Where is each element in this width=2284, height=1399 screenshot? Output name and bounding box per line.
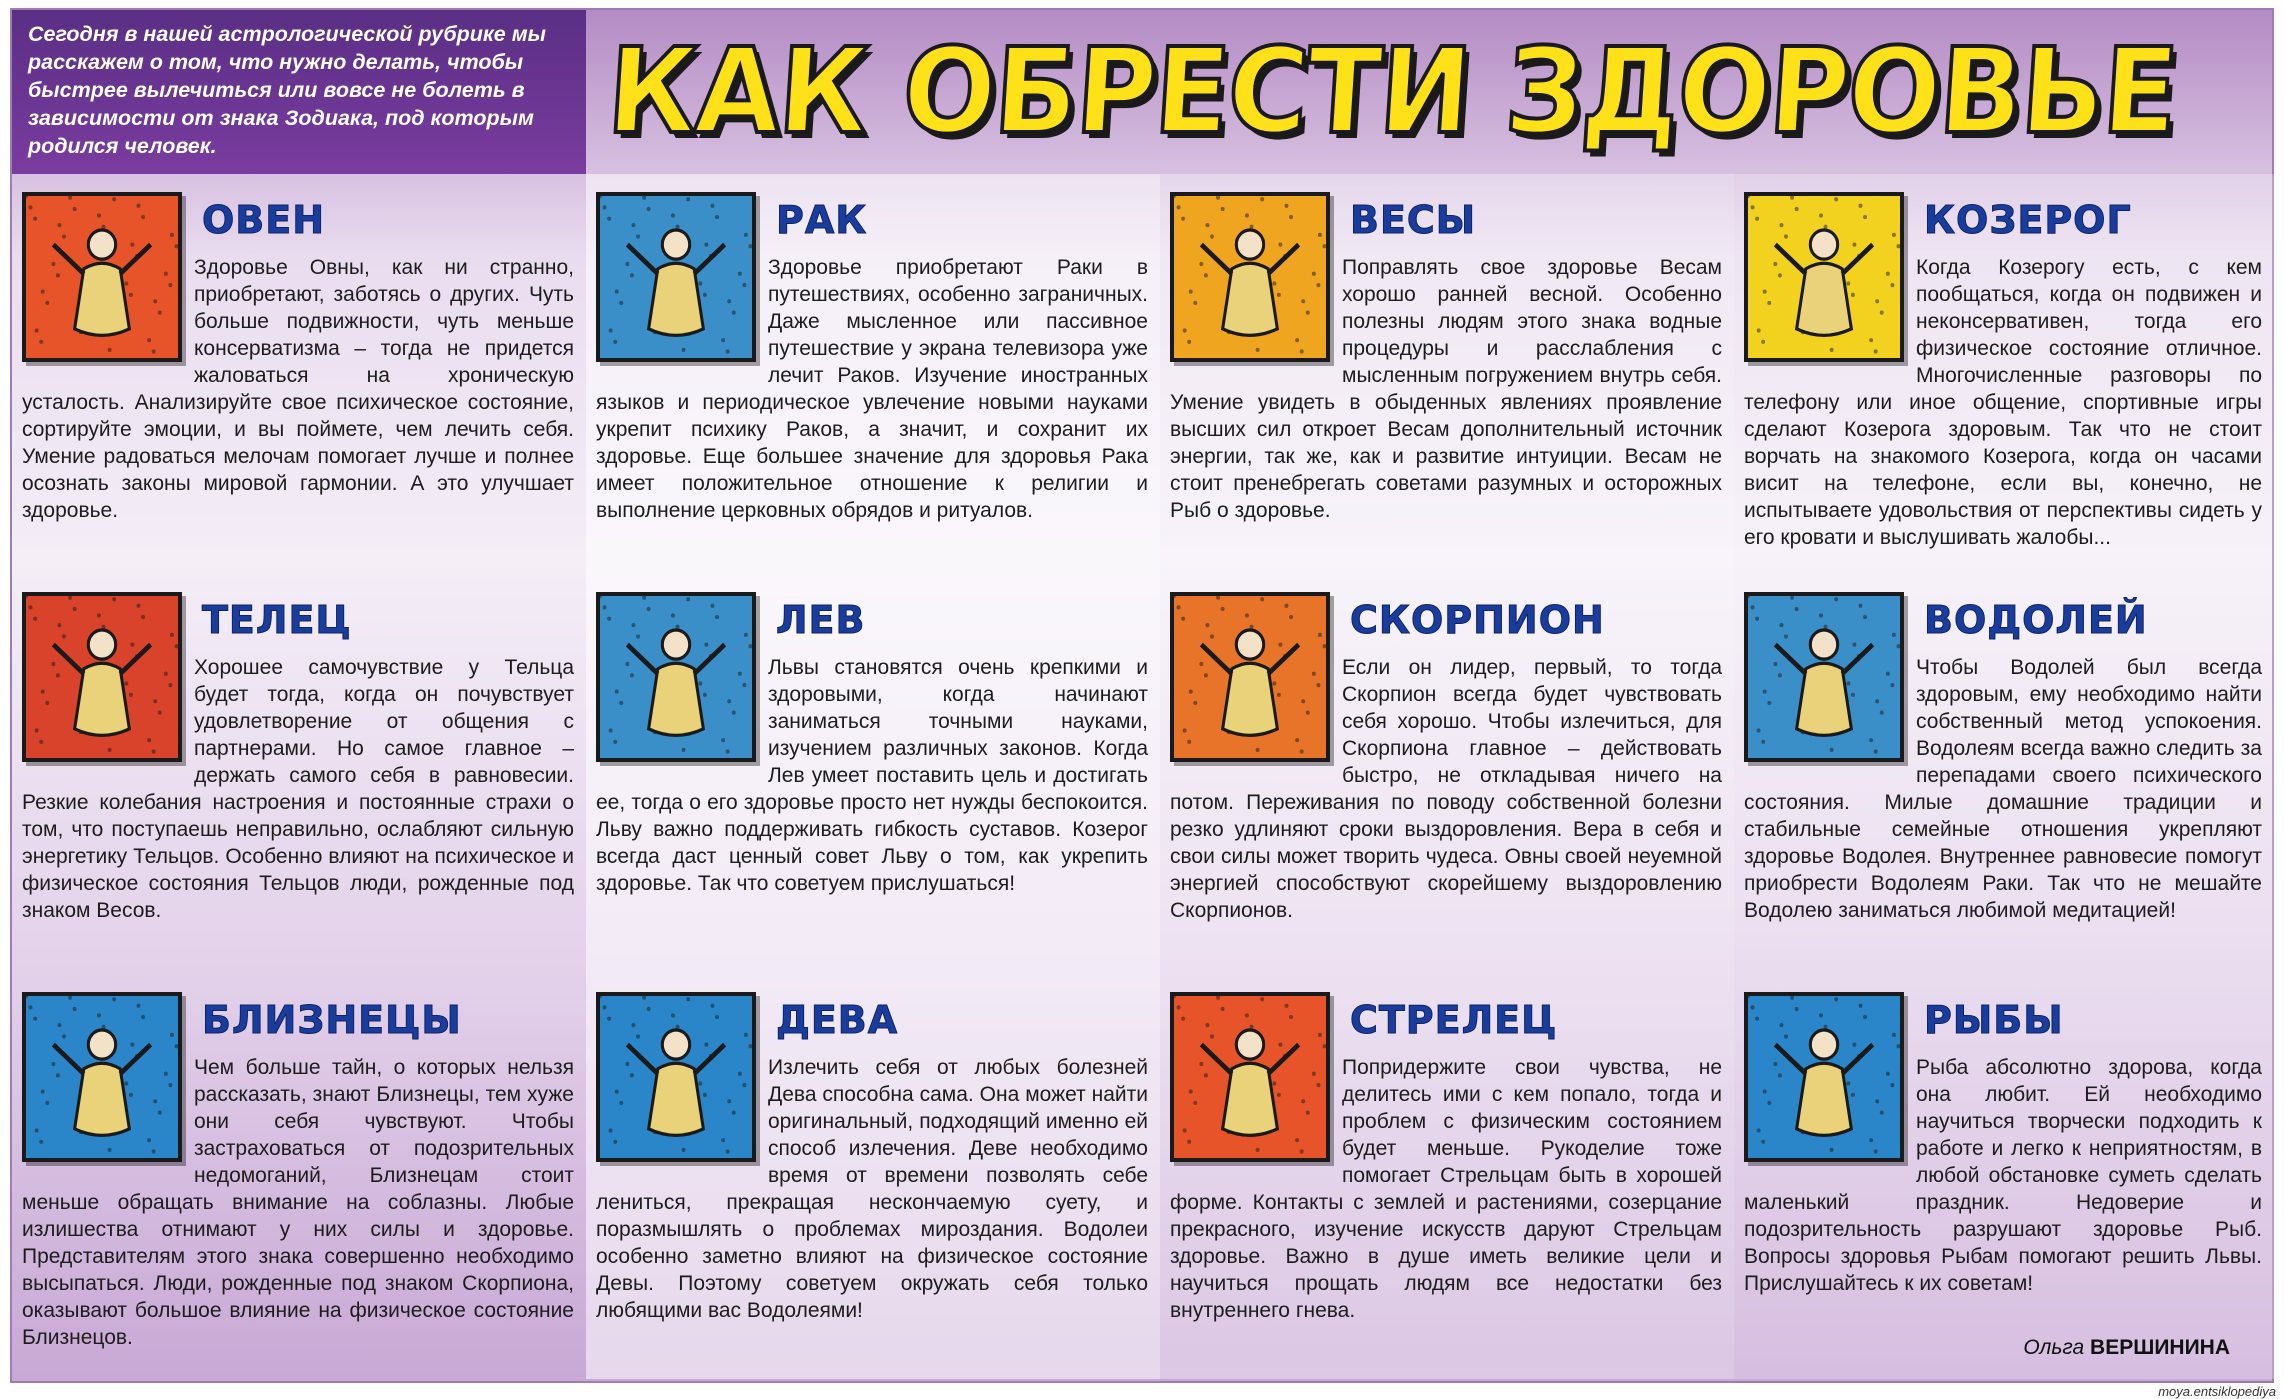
column-4 xyxy=(1734,174,2274,1379)
sign-block-virgo xyxy=(586,974,1160,1374)
sign-title: ДЕВА xyxy=(776,998,899,1042)
intro-text: Сегодня в нашей астрологической рубрике мы расскажем о том, что нужно делать, чтобы быстрее вылечиться или вовсе не болеть в зависимости от знака Зодиака, под которым родился человек. xyxy=(12,10,586,174)
sign-text: Поправлять свое здоровье Весам хорошо ранней весной. Особенно полезны людям этого знака водные процедуры и расслабления с мысленным погружением внутрь себя. Умение увидеть в обыденных явлениях проявление высших сил откроет Весам дополнительный источник энергии, так же, как и развитие интуиции. Весам не стоит пренебрегать советами разумных и осторожных Рыб о здоровье. xyxy=(1170,256,1722,522)
sign-block-pisces xyxy=(1734,974,2274,1374)
sign-block-libra xyxy=(1160,174,1734,574)
sign-title: СКОРПИОН xyxy=(1350,598,1605,642)
source-watermark: moya.entsiklopediya xyxy=(2158,1384,2276,1399)
sign-block-sagittarius xyxy=(1160,974,1734,1374)
author-first-name: Ольга xyxy=(2023,1336,2085,1359)
sign-block-capricorn xyxy=(1734,174,2274,574)
sign-text: Хорошее самочувствие у Тельца будет тогда, когда он почувствует удовлетворение от общения с партнерами. Но самое главное – держать самого себя в равновесии. Резкие колебания настроения и постоянные страхи о том, что поступаешь неправильно, ослабляют сильную энергетику Тельцов. Особенно влияют на психическое и физическое состояния Тельцов люди, рожденные под знаком Весов. xyxy=(22,656,574,922)
page-title: КАК ОБРЕСТИ ЗДОРОВЬЕ xyxy=(603,22,2181,160)
author-last-name: ВЕРШИНИНА xyxy=(2090,1336,2230,1359)
sign-block-leo xyxy=(586,574,1160,974)
sign-block-gemini xyxy=(12,974,586,1374)
sign-text: Чтобы Водолей был всегда здоровым, ему необходимо найти собственный метод успокоения. Водолеям всегда важно следить за перепадами своего психического состояния. Милые домашние традиции и стабильные семейные отношения укрепляют здоровье Водолея. Внутреннее равновесие помогут приобрести Водолеям Раки. Так что не мешайте Водолею заниматься любимой медитацией! xyxy=(1744,656,2262,922)
sign-title: ТЕЛЕЦ xyxy=(202,598,352,642)
column-3 xyxy=(1160,174,1734,1379)
sign-title: КОЗЕРОГ xyxy=(1924,198,2132,242)
sign-block-taurus xyxy=(12,574,586,974)
sign-text: Рыба абсолютно здорова, когда она любит. Ей необходимо научиться творчески подходить к работе и легко к неприятностям, в любой обстановке суметь сделать маленький праздник. Недоверие и подозрительность разрушают здоровье Рыб. Вопросы здоровья Рыбам помогают решить Львы. Прислушайтесь к их советам! xyxy=(1744,1056,2262,1295)
sign-text: Излечить себя от любых болезней Дева способна сама. Она может найти оригинальный, подходящий именно ей способ излечения. Деве необходимо время от времени позволять себе лениться, прекращая нескончаемую суету, и поразмышлять о проблемах мироздания. Водолеи особенно заметно влияют на физическое состояние Девы. Поэтому советуем окружать себя только любящими вас Водолеями! xyxy=(596,1056,1148,1322)
sign-title: СТРЕЛЕЦ xyxy=(1350,998,1558,1042)
sign-text: Чем больше тайн, о которых нельзя рассказать, знают Близнецы, тем хуже они себя чувствуют. Чтобы застраховаться от подозрительных недомоганий, Близнецам стоит меньше обращать внимание на соблазны. Любые излишества отнимают у них силы и здоровье. Представителям этого знака совершенно необходимо высыпаться. Люди, рожденные под знаком Скорпиона, оказывают большое влияние на физическое состояние Близнецов. xyxy=(22,1056,574,1349)
sign-text: Здоровье Овны, как ни странно, приобретают, заботясь о других. Чуть больше подвижности, чуть меньше консерватизма – тогда не придется жаловаться на хроническую усталость. Анализируйте свое психическое состояние, сортируйте эмоции, и вы поймете, чем лечить себя. Умение радоваться мелочам помогает лучше и полнее осознать законы мировой гармонии. А это улучшает здоровье. xyxy=(22,256,574,522)
sign-title: РЫБЫ xyxy=(1924,998,2064,1042)
sign-text: Львы становятся очень крепкими и здоровыми, когда начинают заниматься точными науками, изучением различных законов. Когда Лев умеет поставить цель и достигать ее, тогда о его здоровье просто нет нужды беспокоится. Льву важно поддерживать гибкость суставов. Козерог всегда даст ценный совет Льву о том, как укрепить здоровье. Так что советуем прислушаться! xyxy=(596,656,1148,895)
sign-title: ВОДОЛЕЙ xyxy=(1924,598,2148,642)
sign-text: Здоровье приобретают Раки в путешествиях, особенно заграничных. Даже мысленное или пассивное путешествие у экрана телевизора уже лечит Раков. Изучение иностранных языков и периодическое увлечение новыми науками укрепит психику Раков, а значит, и сохранит их здоровье. Еще большее значение для здоровья Рака имеет положительное отношение к религии и выполнение церковных обрядов и ритуалов. xyxy=(596,256,1148,522)
sign-text: Попридержите свои чувства, не делитесь ими с кем попало, тогда и проблем с физическим состоянием будет меньше. Рукоделие тоже помогает Стрельцам быть в хорошей форме. Контакты с землей и растениями, созерцание прекрасного, изучение искусств даруют Стрельцам здоровье. Важно в душе иметь великие цели и научиться прощать людям все недостатки без внутреннего гнева. xyxy=(1170,1056,1722,1322)
column-2 xyxy=(586,174,1160,1379)
sign-title: ЛЕВ xyxy=(776,598,866,642)
author-byline xyxy=(2023,1336,2230,1360)
sign-title: РАК xyxy=(776,198,868,242)
sign-text: Если он лидер, первый, то тогда Скорпион всегда будет чувствовать себя хорошо. Чтобы излечиться, для Скорпиона главное – действовать быстро, не откладывая ничего на потом. Переживания по поводу собственной болезни резко удлиняют сроки выздоровления. Вера в себя и свои силы может творить чудеса. Овны своей неуемной энергией способствуют скорейшему выздоровлению Скорпионов. xyxy=(1170,656,1722,922)
sign-text: Когда Козерогу есть, с кем пообщаться, когда он подвижен и неконсервативен, тогда его физическое состояние отличное. Многочисленные разговоры по телефону или иное общение, спортивные игры сделают Козерога здоровым. Так что не стоит ворчать на знакомого Козерога, когда он часами висит на телефоне, если вы, конечно, не испытываете удовольствия от перспективы сидеть у его кровати и выслушивать жалобы... xyxy=(1744,256,2262,549)
column-1 xyxy=(12,174,586,1379)
sign-block-scorpio xyxy=(1160,574,1734,974)
sign-block-aquarius xyxy=(1734,574,2274,974)
sign-block-aries xyxy=(12,174,586,574)
sign-title: ВЕСЫ xyxy=(1350,198,1477,242)
sign-title: ОВЕН xyxy=(202,198,326,242)
article-page xyxy=(10,8,2274,1383)
sign-title: БЛИЗНЕЦЫ xyxy=(202,998,462,1042)
sign-block-cancer xyxy=(586,174,1160,574)
